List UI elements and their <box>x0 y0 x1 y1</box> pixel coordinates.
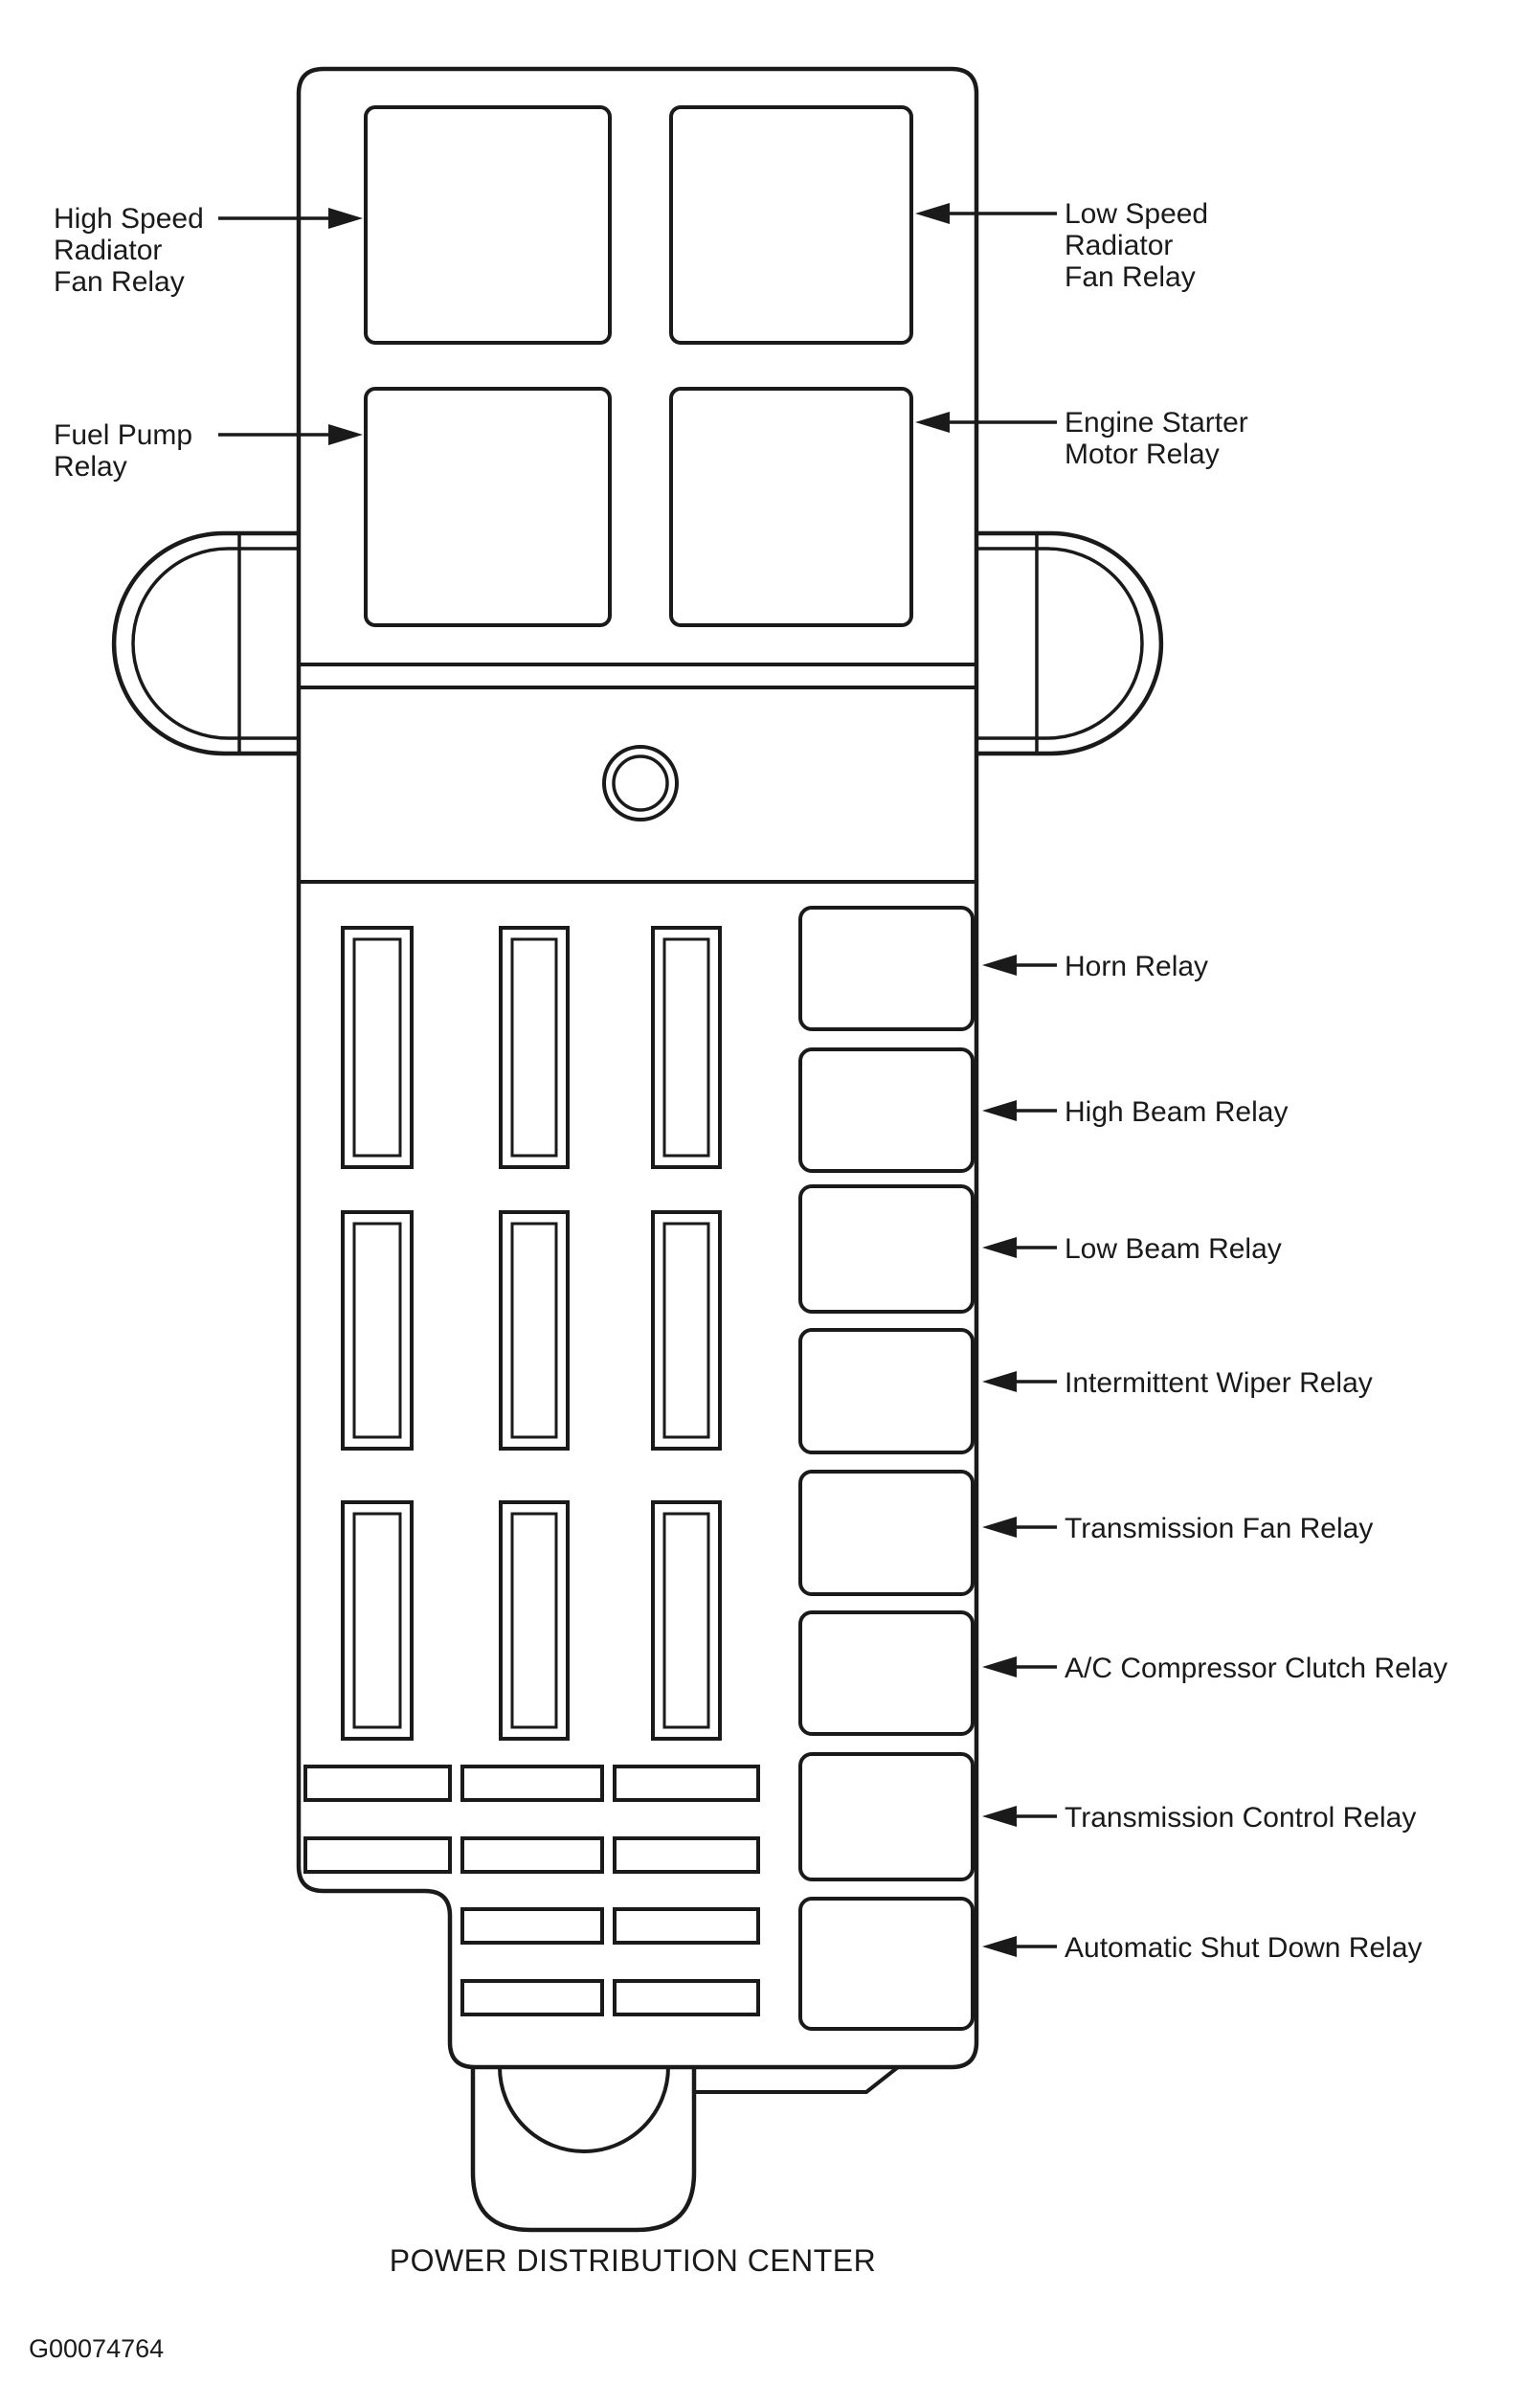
arrow-left-icon <box>982 1806 1017 1827</box>
label-line: High Speed <box>54 203 204 235</box>
label-line: Radiator <box>1065 230 1174 261</box>
label-line: Engine Starter <box>1065 407 1248 439</box>
label-line: Transmission Fan Relay <box>1065 1513 1374 1544</box>
mounting-tab-right <box>976 533 1161 754</box>
bottom-wedge-outline <box>694 2067 898 2092</box>
label-line: Low Beam Relay <box>1065 1233 1282 1265</box>
label-ac-compressor-clutch-relay <box>982 1653 1447 1684</box>
label-horn-relay <box>982 951 1208 982</box>
mounting-tab-bottom <box>473 2067 898 2230</box>
label-line: Fan Relay <box>54 266 185 298</box>
label-line: Intermittent Wiper Relay <box>1065 1367 1373 1399</box>
label-line: Radiator <box>54 235 163 266</box>
mounting-tab-left-outer <box>114 533 299 754</box>
arrow-left-icon <box>982 1371 1017 1392</box>
label-transmission-control-relay <box>982 1802 1416 1834</box>
label-line: Motor Relay <box>1065 439 1220 470</box>
label-line: Horn Relay <box>1065 951 1209 982</box>
label-line: Fan Relay <box>1065 261 1196 293</box>
label-line: Low Speed <box>1065 198 1209 230</box>
arrow-left-icon <box>982 1517 1017 1538</box>
label-line: A/C Compressor Clutch Relay <box>1065 1653 1448 1684</box>
label-intermittent-wiper-relay <box>982 1367 1373 1399</box>
mounting-tab-left <box>114 533 299 754</box>
label-low-beam-relay <box>982 1233 1282 1265</box>
arrow-left-icon <box>982 1936 1017 1957</box>
arrow-left-icon <box>982 955 1017 976</box>
arrow-left-icon <box>982 1100 1017 1121</box>
diagram-caption: POWER DISTRIBUTION CENTER <box>389 2243 877 2278</box>
label-high-beam-relay <box>982 1096 1288 1128</box>
figure-id: G00074764 <box>29 2334 165 2363</box>
arrow-left-icon <box>982 1237 1017 1258</box>
label-line: Fuel Pump <box>54 419 193 451</box>
arrow-left-icon <box>982 1656 1017 1677</box>
label-line: High Beam Relay <box>1065 1096 1289 1128</box>
mounting-tab-right-outer <box>976 533 1161 754</box>
label-line: Automatic Shut Down Relay <box>1065 1932 1423 1964</box>
label-line: Relay <box>54 451 127 483</box>
label-automatic-shut-down-relay <box>982 1932 1423 1964</box>
label-transmission-fan-relay <box>982 1513 1373 1544</box>
mounting-tab-bottom-outer <box>473 2067 694 2230</box>
label-line: Transmission Control Relay <box>1065 1802 1417 1834</box>
